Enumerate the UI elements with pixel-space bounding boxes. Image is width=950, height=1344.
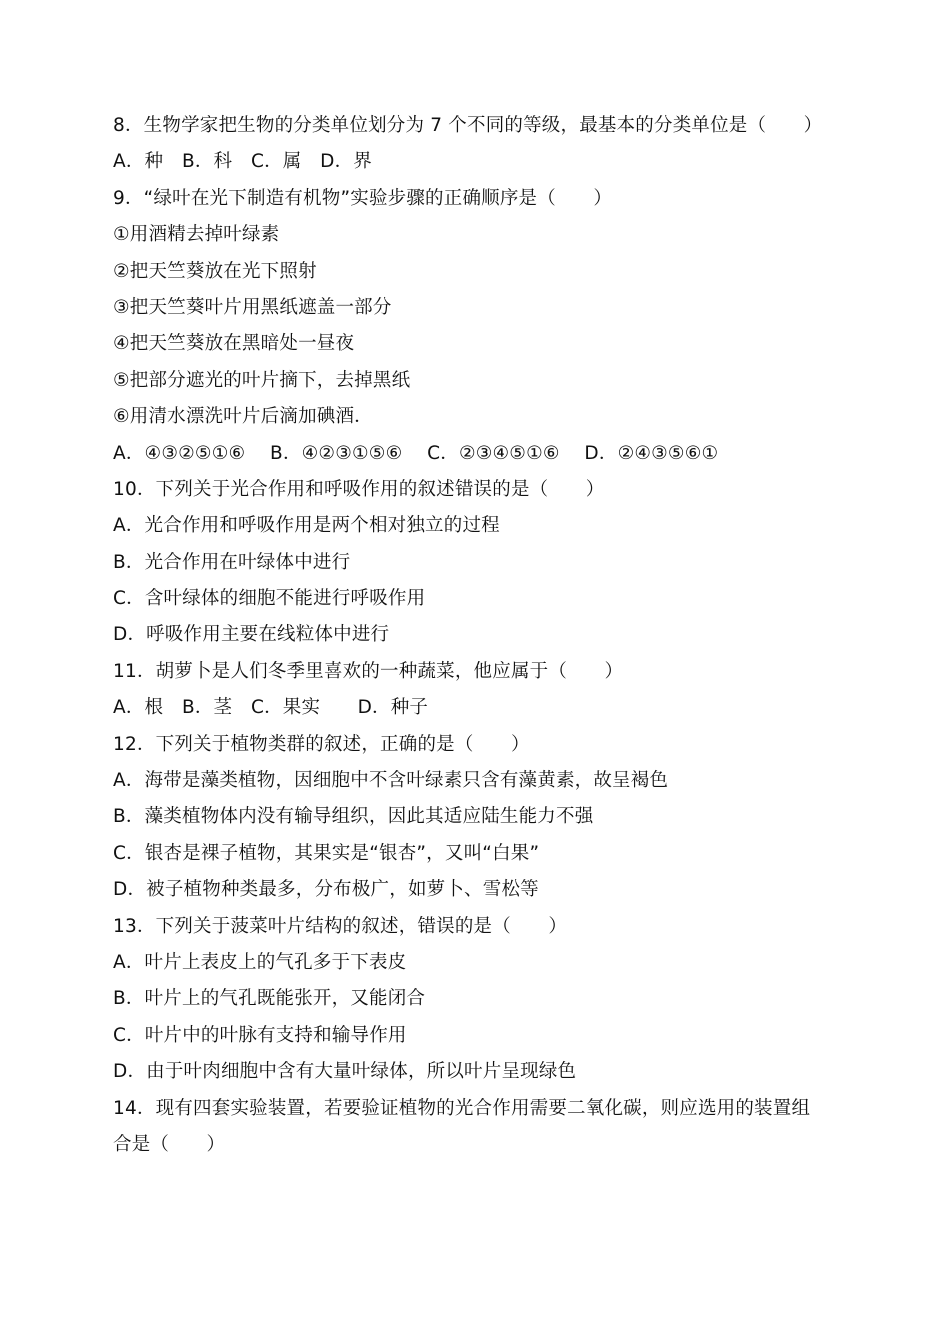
question-10: 10．下列关于光合作用和呼吸作用的叙述错误的是（ ）: [113, 478, 605, 500]
question-11-options: A．根 B．茎 C．果实 D．种子: [113, 697, 429, 719]
question-9-step-1: ①用酒精去掉叶绿素: [113, 224, 280, 246]
question-13-option-d: D．由于叶肉细胞中含有大量叶绿体，所以叶片呈现绿色: [113, 1061, 577, 1083]
document-page: [113, 108, 843, 1163]
question-9-step-2: ②把天竺葵放在光下照射: [113, 260, 317, 282]
question-10-option-c: C．含叶绿体的细胞不能进行呼吸作用: [113, 588, 426, 610]
question-14-continued: 合是（ ）: [113, 1133, 226, 1155]
question-14: 14．现有四套实验装置，若要验证植物的光合作用需要二氧化碳，则应选用的装置组: [113, 1097, 811, 1119]
question-12: 12．下列关于植物类群的叙述，正确的是（ ）: [113, 733, 530, 755]
question-9-step-5: ⑤把部分遮光的叶片摘下，去掉黑纸: [113, 369, 411, 391]
question-8: 8．生物学家把生物的分类单位划分为 7 个不同的等级，最基本的分类单位是（ ）: [113, 115, 823, 136]
question-9-options: A．④③②⑤①⑥ B．④②③①⑤⑥ C．②③④⑤①⑥ D．②④③⑤⑥①: [113, 442, 719, 464]
question-8-options: A．种 B．科 C．属 D．界: [113, 151, 373, 173]
question-9-step-4: ④把天竺葵放在黑暗处一昼夜: [113, 333, 355, 355]
question-12-option-b: B．藻类植物体内没有输导组织，因此其适应陆生能力不强: [113, 806, 594, 828]
question-12-option-a: A．海带是藻类植物，因细胞中不含叶绿素只含有藻黄素，故呈褐色: [113, 770, 669, 792]
question-12-option-c: C．银杏是裸子植物，其果实是“银杏”，又叫“白果”: [113, 842, 540, 864]
question-9-step-3: ③把天竺葵叶片用黑纸遮盖一部分: [113, 296, 392, 318]
question-10-option-d: D．呼吸作用主要在线粒体中进行: [113, 624, 390, 646]
question-10-option-a: A．光合作用和呼吸作用是两个相对独立的过程: [113, 515, 500, 537]
question-9: 9．“绿叶在光下制造有机物”实验步骤的正确顺序是（ ）: [113, 187, 613, 209]
question-13: 13．下列关于菠菜叶片结构的叙述，错误的是（ ）: [113, 915, 568, 937]
question-11: 11．胡萝卜是人们冬季里喜欢的一种蔬菜，他应属于（ ）: [113, 660, 624, 682]
question-12-option-d: D．被子植物种类最多，分布极广，如萝卜、雪松等: [113, 879, 539, 901]
question-13-option-b: B．叶片上的气孔既能张开，又能闭合: [113, 988, 426, 1010]
question-13-option-c: C．叶片中的叶脉有支持和输导作用: [113, 1024, 407, 1046]
question-13-option-a: A．叶片上表皮上的气孔多于下表皮: [113, 951, 407, 973]
question-9-step-6: ⑥用清水漂洗叶片后滴加碘酒．: [113, 406, 373, 428]
question-10-option-b: B．光合作用在叶绿体中进行: [113, 551, 351, 573]
